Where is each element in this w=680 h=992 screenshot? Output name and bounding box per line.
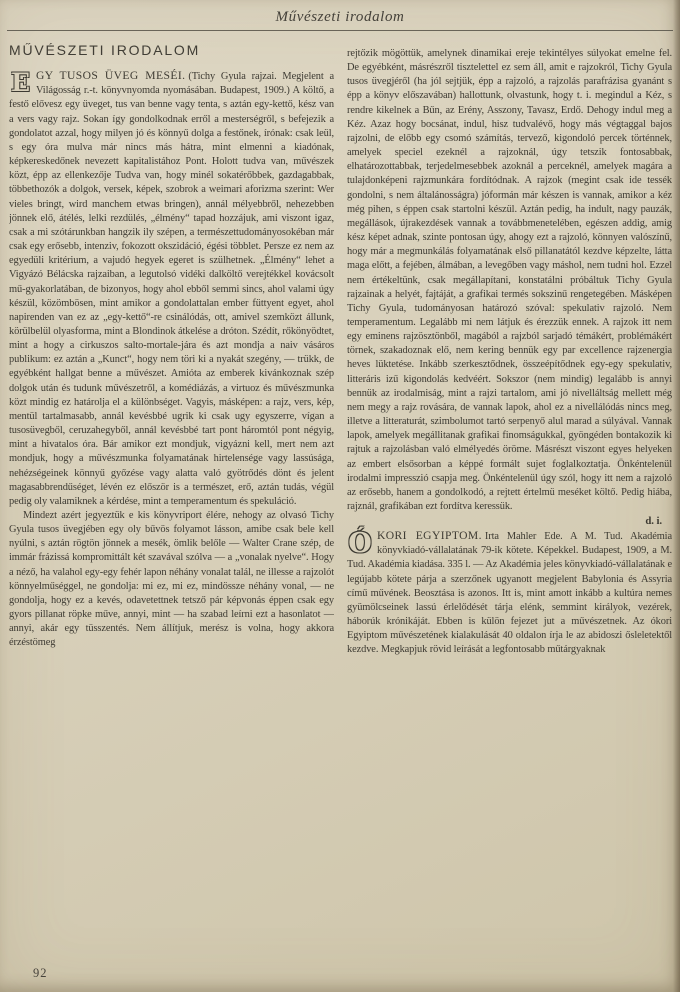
article-2-body-text: Irta Mahler Ede. A M. Tud. Akadémia könyvkiadó-vállalatának 79-ik kötete. Képekkel. Budapest, 1909, a M. Tud. Akadémia kiadása. 335 l. — Az Akadémia jeles könyvkiadó-vállalatának e legújabb kötete párja a szerzőnek ugyanott megjelent Babylonia és Assyria című művének. Beosztása is azonos. Itt is, mint amott inkább a kultúra nemes gyümölcseinek lassú érlelődését tárja elénk, semmint királyok, vezérek, háborúk krónikáját. Ebben is külön fejezet jut a művészetnek. Az ókori Egyiptom művészetének kialakulását 40 oldalon írja le az abidoszi ősleletektől kezdve. Megkapjuk rövid leírását a legfontosabb műtárgyaknak	[347, 531, 672, 656]
author-initials: d. i.	[645, 515, 662, 528]
article-1-paragraph-2: Mindezt azért jegyeztük e kis könyvriport élére, nehogy az olvasó Tichy Gyula tusos üvegjében egy oly bűvös folyamot lásson, amibe csak bele kell nyúlni, s aztán rögtön jönnek a mesék, ömlik belőle — Walter Crane szép, de immár frázissá kompromittált két szavával szólva — a „vonalak nyelve“. Hogy a néző, ha valahol egy-egy fehér lapon néhány vonalat talál, ne illesse a rajzolót könnyelműséggel, ne gondolja: mi ez, mi ez, mindössze néhány vonal, — ne gondolja, hogy ez a kevés, odavetettnek tetsző pár képvonás éppen csak egy gyors pillanat röpke műve, annyi, mint — ha szabad leírni ezt a hasonlatot — annyi, akár egy tüsszentés. Nem állítjuk, merész is volna, hogy akkora érzéstömeg	[9, 510, 334, 649]
page-number: 92	[33, 966, 48, 980]
article-1-body-text: (Tichy Gyula rajzai. Megjelent a Világosság r.-t. könyvnyomda nyomásában. Budapest, 1909.) A költő, a festő elővesz egy üveget, tus van benne vagy tenta, s aztán egy-kettő, kész van a vers vagy rajz. Sokan így gondolkodnak erről a mesterségről, s befejezik a gondolatot azzal, hogy milyen jó és könnyű dolga a festőnek, írónak: csak leül, s egy óra mulva már nincs más hátra, mint elmenni a kiadónak, képkereskedőnek nevezett kapitalistához Pont. Holott tudva van, művészek közt, épp az ellenkezője Tudva van, hogy minél sokatérőbbek, gazdagabbak, többethozók a dolgok, versek, képek, szobrok a weimari aforizma szerint: Wer vieles bringt, wird manchem etwas bringen), annál mélyebbről, nehezebben jönnek elő, átélés, lelki rezdülés, „élmény“ tapad hozzájuk, ami viszont igaz, csak a mi szótárunkban hangzik ily szépen, a természettudományosokéban már csak egy erősebb, intenziv, fokozott okszidáció, égési többlet. Persze ez nem az egyedüli kritérium, a vajudó hegyek egeret is szülhetnek. „Élmény“ lehet a Vigyázó Bélácska rajzaiban, a legutolsó vidéki dalköltő verejtékkel kovácsolt mű-gyakorlatában, de bizonyos, hogy ahol ebből semmi sincs, ahol valami úgy készül, közömbösen, mint amikor a gondolattalan ember füttyent egyet, ahol napirenden van ez az „egy-kettő“-re csinálódás, ott, amivel szemközt állunk, körülbelül olyasforma, mint a Blondinok átkelése a dróton. Szédít, rőkönyödtet, mint a hogy a cirkuszos salto-mortale-jára és azt mondja a naiv vásáros publikum: ez aztán a „Kunct“, hogy nem töri ki a nyakát szegény, — trükk, de egyébként hallgat benne a művészet. Amióta az emberek kivánkoznak szép dolgok után és tudunk művészetről, a komédiázás, a virtuoz és művészmunka közt mindig ez határolja el a különbséget. Vagyis, másképen: a rajz, vers, kép, mentül tartalmasabb, annál kevésbbé ugrik ki csak ugy egyszerre, vígan a tusosüvegből, ceruzahegyből, annál kevésbbé tart pont háromtól pont négyig, mint a hivatalos óra. Bár amikor ezt mondjuk, vigyázni kell, mert nem azt mondjuk, hogy a művészmunka folyamatának hirtelensége vagy lassúsága, nehézségeinek könnyű győzése vagy alatta való gyötrődés dönt és jelent magasabbrendűséget, lévén ez először is a természet, erő, aztán tudás, végül pedig oly valamiknek a kérdése, mint a temperamentum és spekuláció.	[9, 71, 334, 507]
article-1-title: GY TUSOS ÜVEG MESÉI.	[36, 69, 186, 83]
right-column	[347, 43, 672, 978]
left-column	[9, 43, 334, 978]
article-1-continuation-paragraph: rejtőzik mögöttük, amelynek dinamikai ereje tekintélyes súlyokat emelne fel. De egyébként, másrészről tisztelettel ez sem áll, amit e rajzokról, Tichy Gyula tusos üvegjéről (ha jól sejtjük, épp a rajzoló, a rajzolás parafrázisa gyanánt s épp a könyv előszavában) hallottunk, olvastunk, hogy t. i. megindul a Kéz, s rendre kikelnek a Bűn, az Erény, Asszony, Tavasz, Erdő. Dehogy indul meg a Kéz. Azaz hogy bocsánat, indul, hisz tudvalévő, hogy más végtaggal bajos rajzolni, de előbb egy csomó számítás, tervező, kigondoló percek történnek, amelyek speciel ezeknél a rajzoknál, úgy tetszik fontosabbak, elhatározottabbak, terjedelmesebbek azoknál a perceknél, amelyek magára a tulajdonképeni rajzmunkára fordítódnak. A rajzok (megint csak ide tessék gondolni, s nem általánosságra) jóformán már készen is vannak, amikor a kéz még pihen, s éppen csak startolni készül. Aztán pedig, ha indult, nagy pauzák, megállások, újrakezdések vannak a továbbmenetelében, egészen addig, amig kész képet adnak, szinte pontosan úgy, ahogy ezt a rajzoló, könnyen valószínű, hogy már a megmunkálás folyamatának első pillanatától kezdve képzelte, látta maga előtt, a fejében, álmában, a levegőben vagy máshol, nem tudni hol. Ezzel nem értékeltünk, csak megállapítani, konstatálni próbáltuk Tichy Gyula rajzainak a helyét, fajtáját, a grafikai termés sokszinű rengetegében. Másképen Tichy Gyula, tudományosan határozó szóval: spekulativ rajzoló. Nem temperamentum. Legalább mi nem látjuk és érezzük ennek. A rajzok itt nem egy eminens rajzösztönből, magából a rajzból sarjadó témákért, problémákért törnek, szakadoznak elő, nem kering bennük egy par excellence rajzenergia heves lüktetése. Inkább szerkesztődnek, összeépítődnek egy-egy spekulativ, litteráris izű kigondolás kedvéért. Sokszor (nem mindig) legalább is annyi bennük az irodalmiság, mint a rajzi tartalom, ami jó nivelláltság mellett még nem megy a rajz rovására, de vannak lapok, ahol ez a nivellálódás nincs meg, illetve a litteraturát, szimbolumot tartó serpenyő alul marad a súlyával. Vannak lapok, amelyek megállitanak grafikai finomságukkal, gyöngéden bontakozik ki rajtuk a rajzolásban való elmélyedés öröme. Másrészt viszont egyes helyeken az embert elsősorban a képpé formált sujet foglalkoztatja. Önkéntelenül irodalmi impresszió csapja meg. Önkéntelenül úgy szól, hogy itt nem a rajzoló az erősebb, hanem a gondolkodó, a rejtett értelmü meséket költő. Pedig hiába, rajznál, grafikában ezt fordítva keressük.	[347, 48, 672, 512]
drop-cap-initial-o: Ó	[348, 528, 372, 560]
two-column-layout	[0, 31, 680, 978]
article-1-lead-paragraph	[9, 69, 334, 509]
header-rule	[7, 30, 673, 31]
running-header: Művészeti irodalom	[275, 9, 405, 25]
drop-cap-initial-e: E	[11, 68, 30, 98]
section-heading: MŰVÉSZETI IRODALOM	[9, 43, 201, 58]
article-2-lead-paragraph	[347, 529, 672, 657]
article-2-title: KORI EGYIPTOM.	[377, 529, 482, 543]
